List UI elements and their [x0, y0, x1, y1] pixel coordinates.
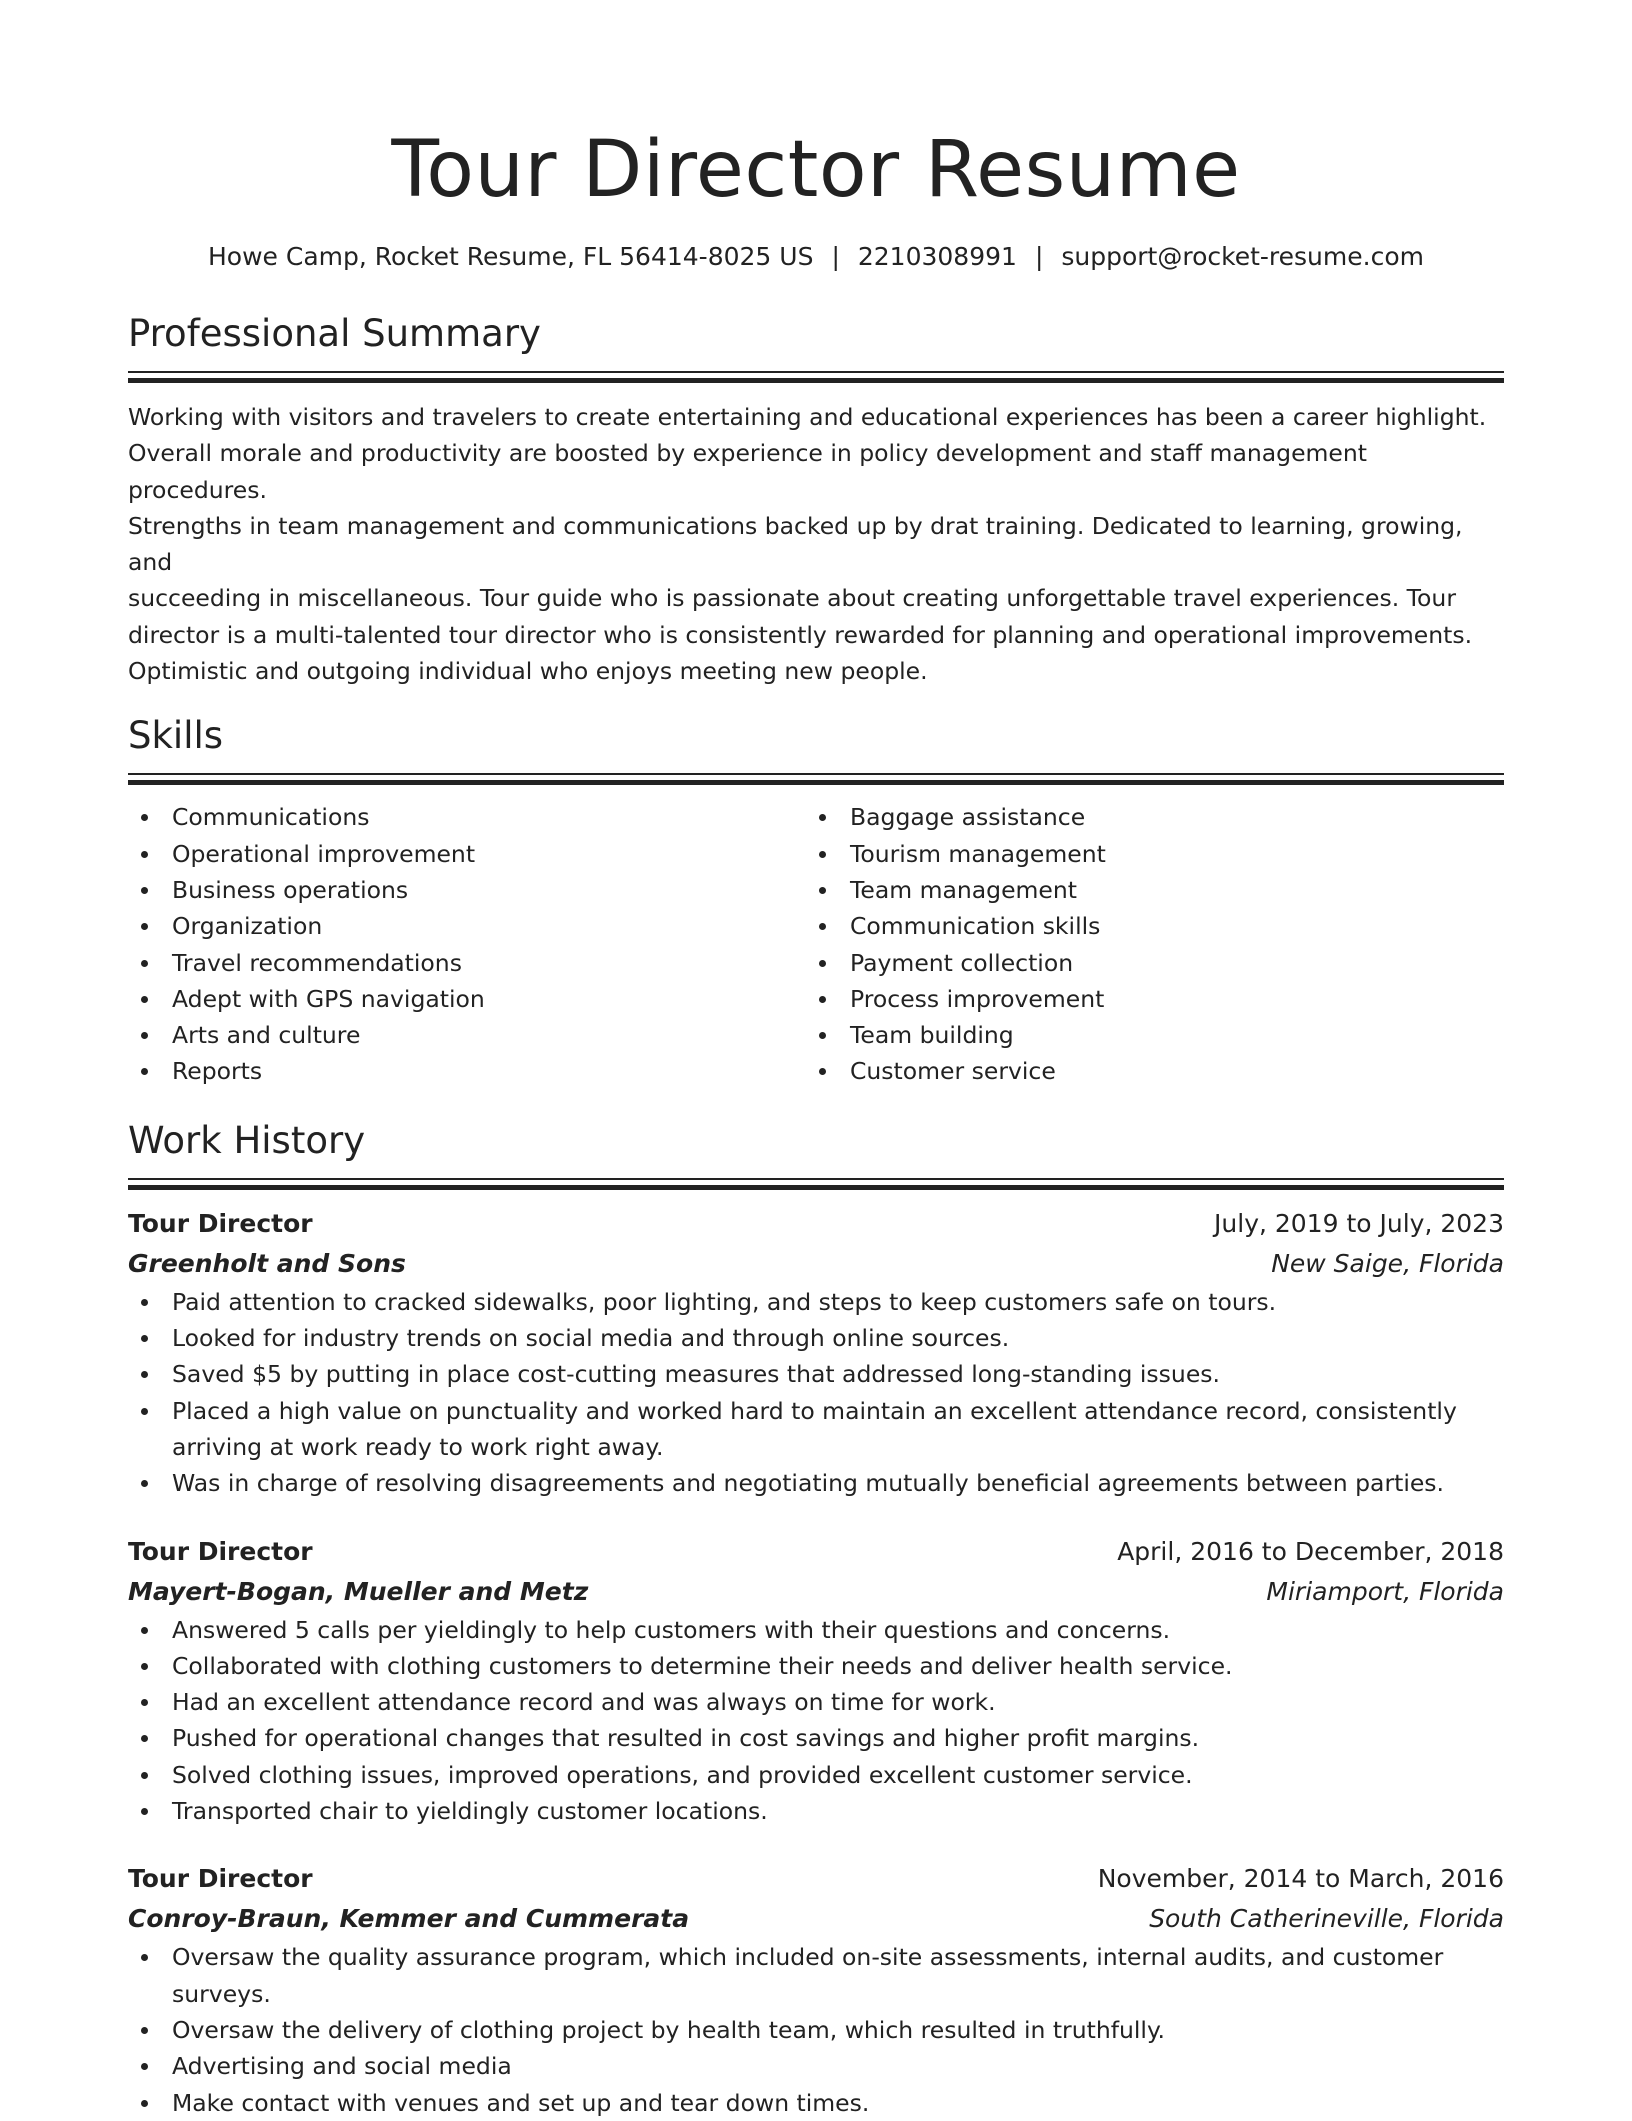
- skill-item: Team management: [806, 872, 1484, 908]
- job-bullet-list: [128, 1284, 1504, 1502]
- skill-item: Communication skills: [806, 908, 1484, 944]
- job-bullet: Was in charge of resolving disagreements and negotiating mutually beneficial agreements between parties.: [128, 1465, 1504, 1501]
- resume-page: [128, 0, 1504, 2121]
- section-divider: [128, 773, 1504, 785]
- summary-line: director is a multi-talented tour director who is consistently rewarded for planning and operational improvements.: [128, 620, 1473, 649]
- job-bullet: Make contact with venues and set up and tear down times.: [128, 2085, 1504, 2121]
- skills-columns: [128, 799, 1504, 1089]
- job-company: Mayert-Bogan, Mueller and Metz: [128, 1576, 589, 1606]
- skill-item: Communications: [128, 799, 806, 835]
- job-bullet: Pushed for operational changes that resulted in cost savings and higher profit margins.: [128, 1720, 1504, 1756]
- job-bullet: Answered 5 calls per yieldingly to help customers with their questions and concerns.: [128, 1612, 1504, 1648]
- summary-heading: Professional Summary: [128, 312, 541, 355]
- contact-phone: 2210308991: [857, 242, 1017, 271]
- job-header-row: [128, 1532, 1504, 1572]
- job-company-row: [128, 1244, 1504, 1284]
- job-location: Miriamport, Florida: [1266, 1576, 1504, 1606]
- skill-item: Arts and culture: [128, 1017, 806, 1053]
- skill-item: Operational improvement: [128, 836, 806, 872]
- job-entry: [128, 1204, 1504, 1502]
- work-heading: Work History: [128, 1118, 366, 1162]
- job-header-row: [128, 1204, 1504, 1244]
- skills-heading: Skills: [128, 714, 224, 758]
- summary-line: Overall morale and productivity are boosted by experience in policy development and staff management procedures.: [128, 439, 1367, 504]
- section-divider: [128, 1178, 1504, 1190]
- resume-title: Tour Director Resume: [391, 125, 1241, 215]
- job-title: Tour Director: [128, 1864, 313, 1894]
- skill-item: Process improvement: [806, 981, 1484, 1017]
- job-dates: April, 2016 to December, 2018: [1117, 1536, 1504, 1566]
- skills-section: [128, 713, 1504, 1089]
- job-bullet: Advertising and social media: [128, 2048, 1504, 2084]
- skill-item: Customer service: [806, 1053, 1484, 1089]
- summary-text: [128, 399, 1504, 689]
- skills-right-list: [806, 799, 1484, 1089]
- job-bullet-list: [128, 1612, 1504, 1830]
- job-location: South Catherineville, Florida: [1149, 1904, 1504, 1934]
- job-bullet: Solved clothing issues, improved operations, and provided excellent customer service.: [128, 1757, 1504, 1793]
- job-company: Conroy-Braun, Kemmer and Cummerata: [128, 1904, 690, 1934]
- job-title: Tour Director: [128, 1536, 313, 1566]
- skills-left-list: [128, 799, 806, 1089]
- summary-line: Working with visitors and travelers to create entertaining and educational experiences has been a career highlight.: [128, 403, 1487, 431]
- skill-item: Baggage assistance: [806, 799, 1484, 835]
- job-bullet-list: [128, 1939, 1504, 2120]
- job-bullet: Collaborated with clothing customers to determine their needs and deliver health service.: [128, 1648, 1504, 1684]
- job-dates: November, 2014 to March, 2016: [1097, 1864, 1504, 1894]
- contact-line: [128, 240, 1504, 274]
- job-company-row: [128, 1572, 1504, 1612]
- skill-item: Reports: [128, 1053, 806, 1089]
- contact-separator: |: [831, 242, 840, 271]
- job-dates: July, 2019 to July, 2023: [1214, 1208, 1504, 1238]
- summary-section: [128, 311, 1504, 689]
- job-bullet: Oversaw the delivery of clothing project by health team, which resulted in truthfully.: [128, 2012, 1504, 2048]
- summary-line: succeeding in miscellaneous. Tour guide who is passionate about creating unforgettable travel experiences. Tour: [128, 584, 1456, 613]
- job-bullet: Had an excellent attendance record and was always on time for work.: [128, 1684, 1504, 1720]
- job-location: New Saige, Florida: [1271, 1248, 1504, 1278]
- skill-item: Team building: [806, 1017, 1484, 1053]
- job-bullet: Oversaw the quality assurance program, which included on-site assessments, internal audits, and customer surveys.: [128, 1939, 1504, 2012]
- job-bullet: Placed a high value on punctuality and worked hard to maintain an excellent attendance record, consistently arriving at work ready to work right away.: [128, 1393, 1504, 1466]
- job-bullet: Paid attention to cracked sidewalks, poor lighting, and steps to keep customers safe on tours.: [128, 1284, 1504, 1320]
- job-entry: [128, 1532, 1504, 1830]
- skill-item: Adept with GPS navigation: [128, 981, 806, 1017]
- job-company-row: [128, 1899, 1504, 1939]
- skill-item: Travel recommendations: [128, 945, 806, 981]
- contact-separator: |: [1034, 242, 1044, 271]
- summary-line: Strengths in team management and communications backed up by drat training. Dedicated to learning, growing, and: [128, 511, 1463, 577]
- skill-item: Business operations: [128, 872, 806, 908]
- summary-line: Optimistic and outgoing individual who enjoys meeting new people.: [128, 657, 928, 686]
- job-bullet: Looked for industry trends on social media and through online sources.: [128, 1320, 1504, 1356]
- skill-item: Organization: [128, 908, 806, 944]
- section-divider: [128, 371, 1504, 383]
- job-bullet: Saved $5 by putting in place cost-cutting measures that addressed long-standing issues.: [128, 1356, 1504, 1392]
- skill-item: Payment collection: [806, 945, 1484, 981]
- job-company: Greenholt and Sons: [128, 1248, 406, 1278]
- job-bullet: Transported chair to yieldingly customer locations.: [128, 1793, 1504, 1829]
- contact-email[interactable]: support@rocket-resume.com: [1061, 242, 1424, 271]
- contact-address: Howe Camp, Rocket Resume, FL 56414-8025 US: [208, 242, 814, 271]
- job-title: Tour Director: [128, 1208, 313, 1238]
- job-entry: [128, 1859, 1504, 2120]
- work-section: [128, 1118, 1504, 2121]
- job-header-row: [128, 1859, 1504, 1899]
- skill-item: Tourism management: [806, 836, 1484, 872]
